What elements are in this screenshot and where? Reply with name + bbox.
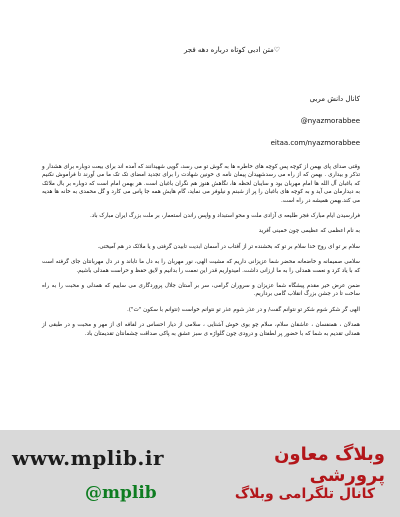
channel-handle: @nyazmorabbee [300,117,360,125]
footer-blog-name: وبلاگ معاون پرورشی [274,444,385,486]
document-title [130,46,280,54]
channel-name: کانال دانش مربی [309,95,360,103]
body-text [42,163,360,345]
paragraph: ضمن عرض خیر مقدم پیشگاه شما عزیزان و سروران گرامی، سر بر آستان جلال پروردگاری می ساییم که همدلی و محبت را به راه ساخت تا در جشن بزرگ انقلاب گامی برداریم. [42,283,360,298]
channel-info [240,95,360,161]
paragraph: سلام بر تو ای روح خدا سلام بر تو که بخشنده تر از آفتاب در آسمان ابدیت تابیدن گرفتی و یا ملائک در هم آمیختی. [97,243,360,250]
footer-telegram-tag: @mplib [85,483,157,503]
paragraph: به نام اعظمی که عظیمی چون خمینی آفرید [258,228,360,235]
paragraph: سلامی صمیمانه و خاضعانه محضر شما عزیزانی داریم که مشیت الهی، نور مهربان را به دل ما تاباند و در دل مهربانتان جای گرفته است که با یاد کرد و نعمت همدلی را به ما ارزانی داشت. امیدواریم قدر این نعمت را بدانیم و لایق حفظ و حراست همدلی باشیم. [42,259,360,274]
paragraph: الهی گر شکر شوم شکر تو نتوانم گفت/ و در عذر شوم عذر تو نتوانم خواست (نتوانم با سکون "ت"). [126,306,360,313]
paragraph: همدلان ، همنفسان ، عاشقان سلام، سلام چو بوی خوش آشنایی ، سلامی از دیار احساس در لفافه ای از مهر و محبت و در طبقی از همدلی تقدیم به شما که با حضور پر لطفتان و درودی چون گلواژه ی سبز عشق به پاکی صداقت چشمانتان تقدیمتان باد. [42,322,360,337]
title-text: متن ادبی کوتاه درباره دهه فجر [183,46,274,54]
paragraph: فرارسیدن ایام مبارک فجر طلیعه ی آزادی ملت و محو استبداد و واپس راندن استعمار، بر ملت بزرگ ایران مبارک باد. [89,213,360,220]
footer-telegram-label: کانال تلگرامی وبلاگ [234,486,375,502]
channel-site: eitaa.com/nyazmorabbee [270,139,360,147]
paragraph: وقتی صدای پای بهمن از کوچه پس کوچه های خاطره ها به گوش تو می رسد، گویی شهیدانند که آمده اند برای بیعت دوباره برای هشدار و تذکر و بیداری . بهمن که از راه می رسدشهیدان پیمان نامه ی خونین شهادت را برای تجدید امضای تک تک ما می آورند تا فراموش نکنیم که باغبان آل الله ها امام مهربان بود و سایبان لحظه ها، نگاهش هنوز هم نگران باغبان است. هر بهمن امام است که دوباره بر بال ملائک به دیدارمان می آید و به کوچه های باغبان را پر از شبنم و نیلوفر می نماید، گام هایش همه جا پاس می کارد و گل محمدی به خانه ها هدیه می کند.بهمن همیشه در راه است. [42,164,360,204]
heart-icon: ♡ [273,46,280,54]
footer-site-url: www.mplib.ir [12,446,165,470]
